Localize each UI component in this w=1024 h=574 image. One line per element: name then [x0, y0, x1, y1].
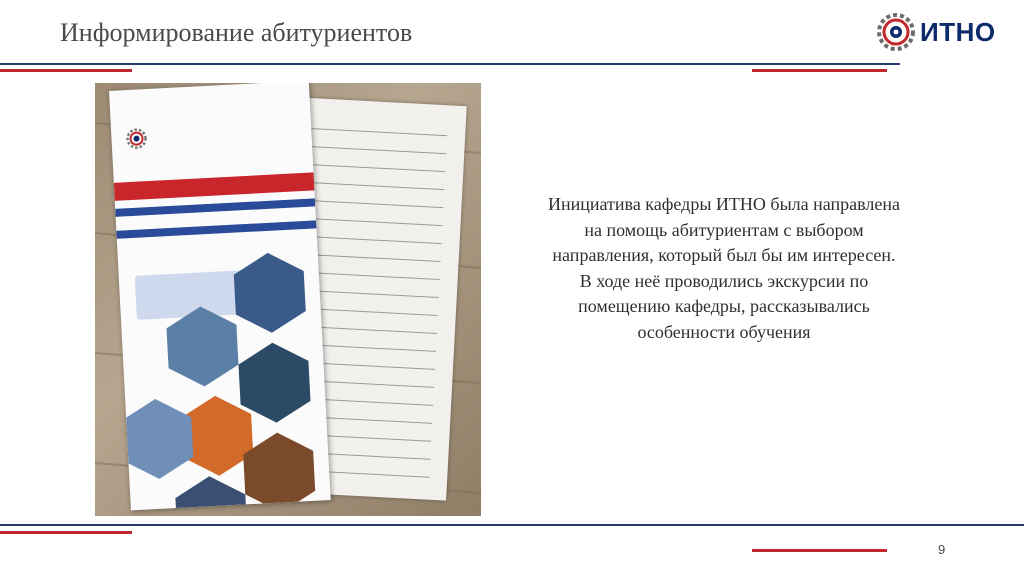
page-number: 9 — [938, 542, 946, 557]
footer-rule-red-right — [752, 549, 887, 552]
header-rule-red-right — [752, 69, 887, 72]
slide-title: Информирование абитуриентов — [60, 18, 413, 47]
footer-rule-blue — [0, 524, 1024, 526]
brochure-logo — [125, 127, 148, 150]
slide-caption — [548, 192, 900, 346]
brochure-hexagon-collage — [117, 240, 330, 510]
brochure-photo — [95, 83, 481, 516]
gear-logo-icon — [876, 12, 916, 52]
brochure-blue-stripe-1 — [115, 198, 315, 216]
itno-logo — [876, 10, 1006, 54]
header-rule-red-left — [0, 69, 132, 72]
brochure-red-banner — [114, 172, 315, 200]
brochure — [109, 83, 331, 510]
caption-paragraph-2: В ходе неё проводились экскурсии по помещению кафедры, рассказывались особенности обучения — [578, 270, 870, 342]
brochure-gear-icon — [125, 127, 148, 150]
logo-text: ИТНО — [920, 16, 996, 47]
footer-rule-red-left — [0, 531, 132, 534]
caption-paragraph-1: Инициатива кафедры ИТНО была направлена на помощь абитуриентам с выбором направления, который был бы им интересен. — [548, 194, 901, 266]
header-rule-blue — [0, 63, 900, 65]
brochure-blue-stripe-2 — [116, 220, 316, 238]
